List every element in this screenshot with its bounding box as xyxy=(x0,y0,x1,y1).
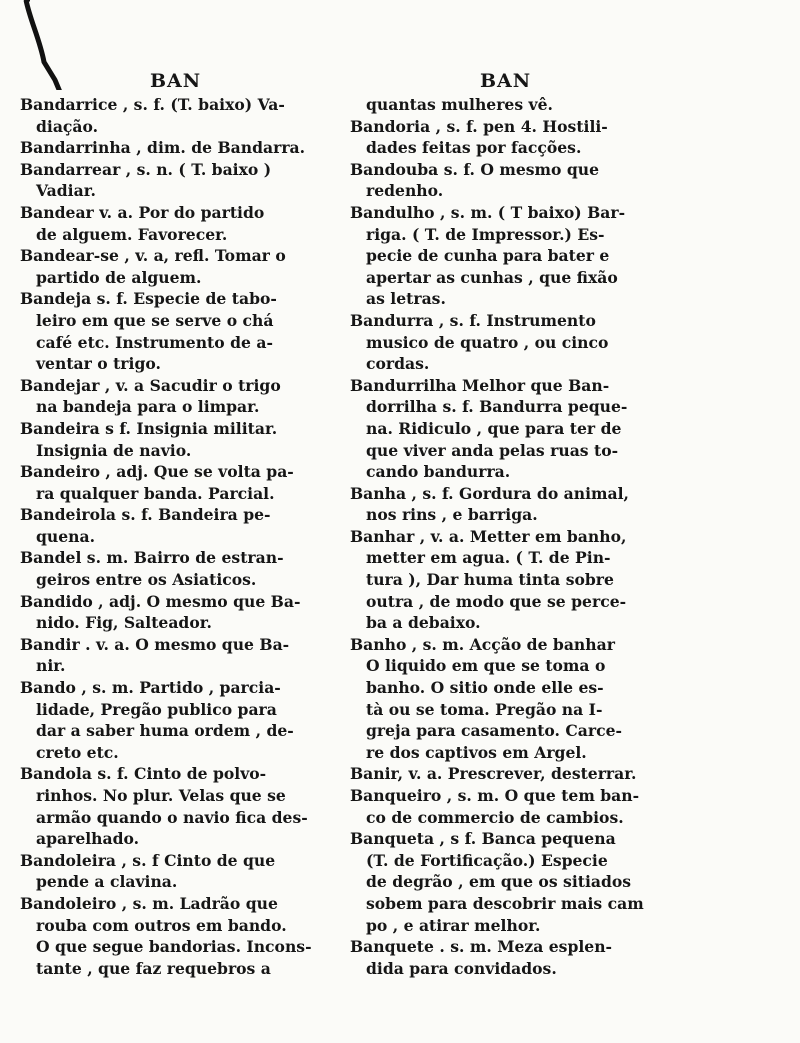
entry-line: Bando , s. m. Partido , parcia- xyxy=(20,678,281,698)
entry-line: ventar o trigo. xyxy=(36,354,161,374)
entry-line: Banhar , v. a. Metter em banho, xyxy=(350,526,627,546)
dictionary-entry xyxy=(20,137,338,159)
entry-line: Bandoria , s. f. pen 4. Hostili- xyxy=(350,116,608,136)
entry-line: ra qualquer banda. Parcial. xyxy=(36,483,275,503)
dictionary-entry xyxy=(20,375,338,418)
entry-line: as letras. xyxy=(366,289,446,309)
dictionary-entry xyxy=(350,94,676,116)
dictionary-entry xyxy=(20,159,338,202)
dictionary-entry xyxy=(350,310,676,375)
page-corner-mark xyxy=(0,0,70,90)
dictionary-entry xyxy=(350,936,676,979)
left-column xyxy=(20,94,338,979)
dictionary-entry xyxy=(350,634,676,764)
entry-line: dida para convidados. xyxy=(366,958,557,978)
entry-line: tante , que faz requebros a xyxy=(36,958,271,978)
entry-line: dorrilha s. f. Bandurra peque- xyxy=(366,397,628,417)
right-column-header: BAN xyxy=(480,70,532,92)
entry-line: nir. xyxy=(36,656,66,676)
entry-line: rinhos. No plur. Velas que se xyxy=(36,786,286,805)
entry-line: dar a saber huma ordem , de- xyxy=(36,721,294,741)
entry-line: Bandarrinha , dim. de Bandarra. xyxy=(20,138,306,158)
entry-line: quantas mulheres vê. xyxy=(366,95,553,114)
entry-line: Banqueiro , s. m. O que tem ban- xyxy=(350,786,640,805)
entry-line: Banqueta , s f. Banca pequena xyxy=(350,829,616,849)
entry-line: aparelhado. xyxy=(36,829,140,849)
entry-line: Bandir . v. a. O mesmo que Ba- xyxy=(20,634,290,654)
dictionary-entry xyxy=(20,418,338,461)
entry-line: Insignia de navio. xyxy=(36,440,192,460)
entry-line: cordas. xyxy=(366,354,430,374)
entry-line: riga. ( T. de Impressor.) Es- xyxy=(366,224,605,244)
entry-line: Bandouba s. f. O mesmo que xyxy=(350,159,600,179)
dictionary-entry xyxy=(20,591,338,634)
entry-line: Bandurra , s. f. Instrumento xyxy=(350,310,596,330)
dictionary-entry xyxy=(20,893,338,979)
entry-line: dades feitas por facções. xyxy=(366,138,582,158)
dictionary-entry xyxy=(20,504,338,547)
dictionary-entry xyxy=(20,634,338,677)
entry-line: Banho , s. m. Acção de banhar xyxy=(350,634,615,654)
dictionary-entry xyxy=(20,547,338,590)
entry-line: tà ou se toma. Pregão na I- xyxy=(366,699,603,719)
entry-line: O que segue bandorias. Incons- xyxy=(36,937,312,957)
dictionary-entry xyxy=(350,763,676,785)
entry-line: re dos captivos em Argel. xyxy=(366,742,587,762)
entry-line: que viver anda pelas ruas to- xyxy=(366,440,619,460)
dictionary-entry xyxy=(20,94,338,137)
entry-line: Banquete . s. m. Meza esplen- xyxy=(350,937,613,957)
dictionary-entry xyxy=(350,116,676,159)
dictionary-entry xyxy=(20,288,338,374)
entry-line: rouba com outros em bando. xyxy=(36,915,287,935)
entry-line: geiros entre os Asiaticos. xyxy=(36,570,257,590)
entry-line: redenho. xyxy=(366,181,444,201)
dictionary-entry xyxy=(20,763,338,849)
entry-line: tura ), Dar huma tinta sobre xyxy=(366,570,614,590)
entry-line: Bandeirola s. f. Bandeira pe- xyxy=(20,505,271,525)
dictionary-entry xyxy=(20,850,338,893)
entry-line: quena. xyxy=(36,526,96,546)
entry-line: Banha , s. f. Gordura do animal, xyxy=(350,483,629,503)
entry-line: Bandejar , v. a Sacudir o trigo xyxy=(20,375,281,395)
entry-line: Banir, v. a. Prescrever, desterrar. xyxy=(350,764,637,784)
entry-line: Bandarrice , s. f. (T. baixo) Va- xyxy=(20,95,285,114)
dictionary-entry xyxy=(20,461,338,504)
dictionary-entry xyxy=(20,202,338,245)
entry-line: nido. Fig, Salteador. xyxy=(36,613,212,633)
entry-line: Bandear-se , v. a, refl. Tomar o xyxy=(20,246,286,266)
entry-line: Bandulho , s. m. ( T baixo) Bar- xyxy=(350,202,626,222)
entry-line: Bandido , adj. O mesmo que Ba- xyxy=(20,591,301,611)
dictionary-entry xyxy=(350,828,676,936)
entry-line: banho. O sitio onde elle es- xyxy=(366,678,604,698)
entry-line: Bandeiro , adj. Que se volta pa- xyxy=(20,462,294,482)
entry-line: (T. de Fortificação.) Especie xyxy=(366,850,608,870)
entry-line: Bandeja s. f. Especie de tabo- xyxy=(20,289,277,309)
left-column-header: BAN xyxy=(150,70,202,92)
entry-line: partido de alguem. xyxy=(36,267,202,287)
entry-line: outra , de modo que se perce- xyxy=(366,591,627,611)
entry-line: leiro em que se serve o chá xyxy=(36,310,274,330)
entry-line: Bandear v. a. Por do partido xyxy=(20,202,265,222)
dictionary-entry xyxy=(350,159,676,202)
entry-line: Bandoleiro , s. m. Ladrão que xyxy=(20,893,278,913)
entry-line: de degrão , em que os sitiados xyxy=(366,872,632,892)
entry-line: co de commercio de cambios. xyxy=(366,807,624,827)
entry-line: de alguem. Favorecer. xyxy=(36,224,228,244)
entry-line: Bandeira s f. Insignia militar. xyxy=(20,418,278,438)
dictionary-entry xyxy=(350,785,676,828)
entry-line: po , e atirar melhor. xyxy=(366,915,541,935)
dictionary-entry xyxy=(20,245,338,288)
entry-line: nos rins , e barriga. xyxy=(366,505,538,525)
entry-line: Bandoleira , s. f Cinto de que xyxy=(20,850,276,870)
dictionary-entry xyxy=(350,526,676,634)
entry-line: pende a clavina. xyxy=(36,872,178,892)
entry-line: armão quando o navio fica des- xyxy=(36,807,308,827)
entry-line: Vadiar. xyxy=(36,181,96,201)
entry-line: na. Ridiculo , que para ter de xyxy=(366,418,622,438)
entry-line: cando bandurra. xyxy=(366,462,511,482)
entry-line: apertar as cunhas , que fixão xyxy=(366,267,618,287)
dictionary-entry xyxy=(350,483,676,526)
dictionary-entry xyxy=(350,202,676,310)
dictionary-entry xyxy=(350,375,676,483)
right-column xyxy=(350,94,676,979)
entry-line: Bandurrilha Melhor que Ban- xyxy=(350,375,610,395)
entry-line: café etc. Instrumento de a- xyxy=(36,332,273,352)
entry-line: ba a debaixo. xyxy=(366,613,481,633)
entry-line: sobem para descobrir mais cam xyxy=(366,893,644,913)
entry-line: pecie de cunha para bater e xyxy=(366,246,610,266)
entry-line: O liquido em que se toma o xyxy=(366,656,606,676)
entry-line: Bandarrear , s. n. ( T. baixo ) xyxy=(20,159,272,179)
entry-line: creto etc. xyxy=(36,742,119,762)
entry-line: na bandeja para o limpar. xyxy=(36,397,260,417)
entry-line: musico de quatro , ou cinco xyxy=(366,332,609,352)
entry-line: metter em agua. ( T. de Pin- xyxy=(366,548,611,568)
entry-line: greja para casamento. Carce- xyxy=(366,721,623,741)
entry-line: Bandola s. f. Cinto de polvo- xyxy=(20,764,267,784)
entry-line: Bandel s. m. Bairro de estran- xyxy=(20,548,284,568)
dictionary-entry xyxy=(20,677,338,763)
entry-line: lidade, Pregão publico para xyxy=(36,699,277,719)
entry-line: diação. xyxy=(36,116,99,136)
